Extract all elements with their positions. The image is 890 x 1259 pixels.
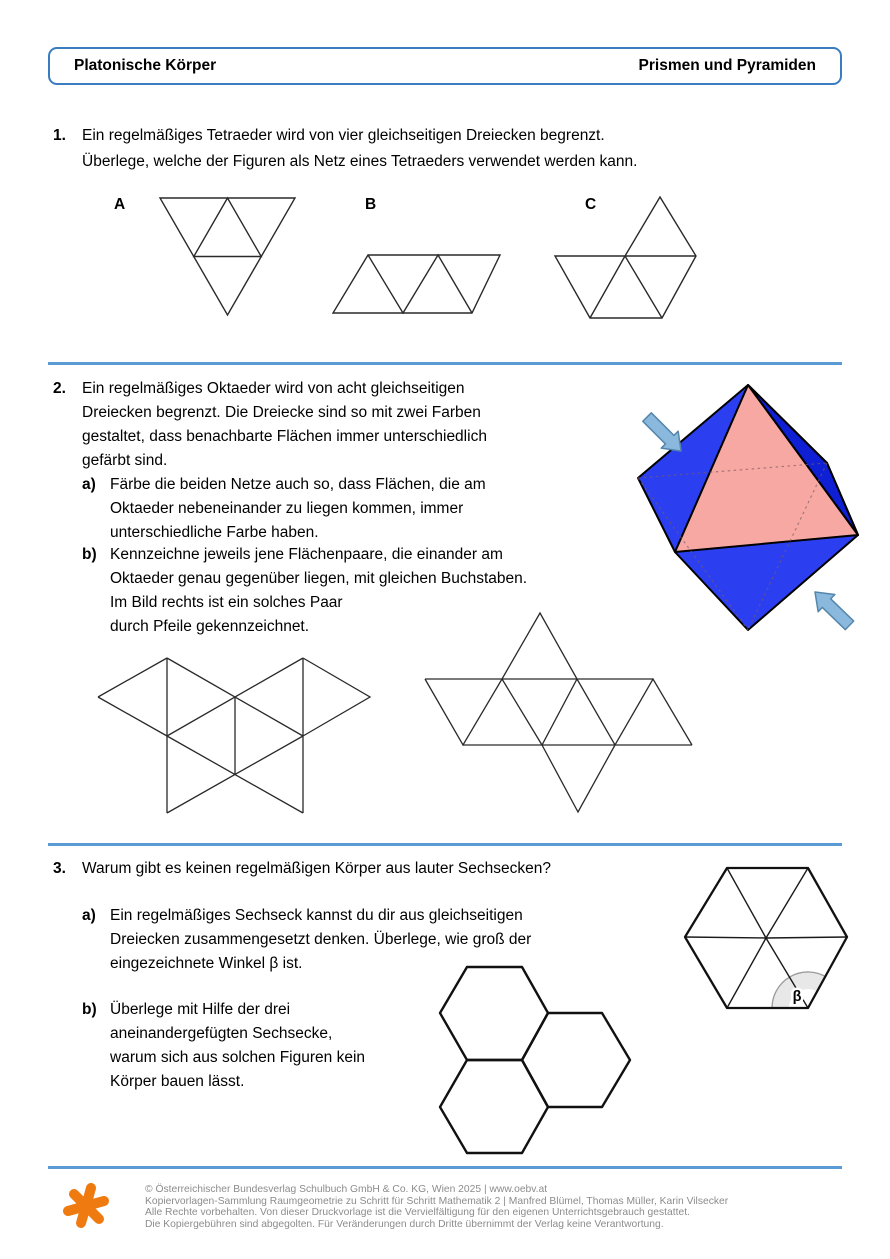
tetrahedron-net-b — [333, 255, 500, 313]
task2a-line: unterschiedliche Farbe haben. — [110, 524, 319, 541]
hexagon-top — [440, 967, 548, 1060]
task3b-line: aneinandergefügten Sechsecke, — [110, 1025, 333, 1042]
tetrahedron-net-a — [160, 198, 295, 315]
task2a-line: Oktaeder nebeneinander zu liegen kommen, immer — [110, 500, 464, 517]
task2a-line: Färbe die beiden Netze auch so, dass Flächen, die am — [110, 476, 486, 493]
task2-number: 2. — [53, 380, 66, 397]
task3b-line: warum sich aus solchen Figuren kein — [110, 1049, 366, 1066]
task3b-label: b) — [82, 1001, 97, 1018]
task1-line: Ein regelmäßiges Tetraeder wird von vier gleichseitigen Dreiecken begrenzt. — [82, 127, 605, 144]
task2a-label: a) — [82, 476, 96, 493]
task3a-line: Dreiecken zusammengesetzt denken. Überlege, wie groß der — [110, 931, 532, 948]
footer-line: Alle Rechte vorbehalten. Von dieser Druckvorlage ist die Vervielfältigung für den eigenen Unterrichtsgebrauch gestattet. — [145, 1207, 690, 1219]
task3a-line: Ein regelmäßiges Sechseck kannst du dir aus gleichseitigen — [110, 907, 523, 924]
task2-intro-line: Ein regelmäßiges Oktaeder wird von acht gleichseitigen — [82, 380, 465, 397]
task2b-line: Kennzeichne jeweils jene Flächenpaare, die einander am — [110, 546, 503, 563]
task2-intro-line: gefärbt sind. — [82, 452, 168, 469]
octahedron-figure — [638, 385, 858, 634]
task3-title: Warum gibt es keinen regelmäßigen Körper aus lauter Sechsecken? — [82, 860, 551, 877]
arrow-bottom-right-icon — [807, 583, 858, 634]
octahedron-net-left — [98, 658, 370, 813]
footer-line: Kopiervorlagen-Sammlung Raumgeometrie zu Schritt für Schritt Mathematik 2 | Manfred Blümel, Thomas Müller, Karin Vilsecker — [145, 1195, 729, 1207]
task2b-line: Oktaeder genau gegenüber liegen, mit gleichen Buchstaben. — [110, 570, 528, 587]
figure-label-c: C — [585, 196, 597, 213]
task3a-line: eingezeichnete Winkel β ist. — [110, 955, 303, 972]
beta-angle-label: β — [792, 989, 802, 1005]
footer-line: Die Kopiergebühren sind abgegolten. Für Veränderungen durch Dritte übernimmt der Verlag keine Verantwortung. — [145, 1219, 664, 1231]
task1-line: Überlege, welche der Figuren als Netz eines Tetraeders verwendet werden kann. — [82, 153, 638, 170]
hexagon-spokes — [685, 868, 847, 1008]
task2-intro-line: gestaltet, dass benachbarte Flächen immer unterschiedlich — [82, 428, 487, 445]
task2-intro-line: Dreiecken begrenzt. Die Dreiecke sind so mit zwei Farben — [82, 404, 481, 421]
task2b-label: b) — [82, 546, 97, 563]
hexagon-right — [522, 1013, 630, 1107]
hexagon-triangles-figure — [685, 868, 847, 1008]
figure-label-a: A — [114, 196, 126, 213]
three-hexagons-figure — [440, 967, 630, 1153]
footer-line: © Österreichischer Bundesverlag Schulbuch GmbH & Co. KG, Wien 2025 | www.oebv.at — [145, 1184, 548, 1195]
task3b-line: Körper bauen lässt. — [110, 1073, 245, 1090]
hexagon-bottom — [440, 1060, 548, 1153]
task3-number: 3. — [53, 860, 66, 877]
task3b-line: Überlege mit Hilfe der drei — [110, 1001, 291, 1018]
task2b-line: Im Bild rechts ist ein solches Paar — [110, 594, 343, 611]
task3a-label: a) — [82, 907, 96, 924]
tetrahedron-net-c — [555, 197, 696, 318]
header-title-left: Platonische Körper — [74, 57, 217, 74]
header-title-right: Prismen und Pyramiden — [638, 57, 816, 74]
oebv-logo-icon — [68, 1188, 104, 1223]
task2b-line: durch Pfeile gekennzeichnet. — [110, 618, 310, 635]
octahedron-net-right — [425, 613, 692, 812]
figure-label-b: B — [365, 196, 377, 213]
task1-number: 1. — [53, 127, 66, 144]
